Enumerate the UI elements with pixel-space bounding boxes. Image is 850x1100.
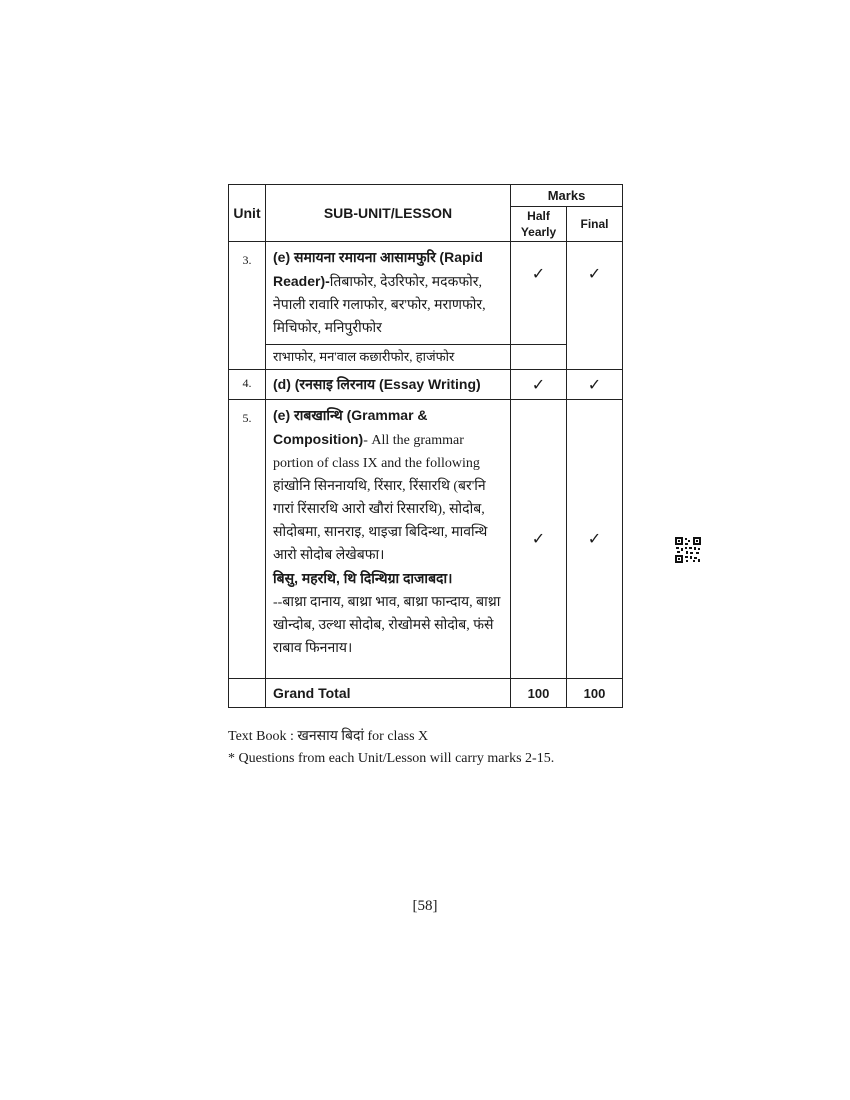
unit-number: 3. (229, 242, 266, 370)
marks-header: Marks (511, 185, 623, 207)
table-row-extra (229, 345, 623, 370)
final-check: ✓ (567, 400, 623, 679)
lesson-text-local-3: --बाथ्रा दानाय, बाथ्रा भाव, बाथ्रा फान्दाय, बाथ्रा खोन्दोब, उल्था सोदोब, रोखोमसे सोदोब, फंसे राबाव फिननाय। (273, 595, 501, 656)
text-book-note: Text Book : खनसाय बिदां for class X (228, 729, 429, 744)
final-check: ✓ (567, 370, 623, 400)
lesson-text-english: - All the grammar portion of class IX and the following (273, 433, 480, 471)
lesson-cell (266, 400, 511, 679)
unit-header: Unit (229, 185, 266, 242)
qr-code-icon (675, 537, 701, 563)
grand-total-row (229, 679, 623, 708)
lesson-title: (e) राबखान्थि (Grammar & Composition) (273, 407, 428, 447)
lesson-subtitle: (Rapid Reader)- (273, 249, 483, 289)
half-yearly-check: ✓ (511, 242, 567, 345)
grand-total-label: Grand Total (266, 679, 511, 708)
questions-note: * Questions from each Unit/Lesson will carry marks 2-15. (228, 751, 555, 766)
header-row (229, 185, 623, 207)
grand-total-half-yearly: 100 (511, 679, 567, 708)
lesson-text-local: हांखोनि सिननायथि, रिंसार, रिंसारथि (बर'नि गारां रिंसारथि आरो खौरां रिसारथि), सोदोब, सोदोबमा, सानराइ, थाइज्रा बिदिन्था, मावन्थि आरो सोदोब लेखेबफा। (273, 479, 488, 563)
empty-cell (511, 345, 567, 370)
page-number: [58] (412, 898, 438, 914)
unit-number: 5. (229, 400, 266, 679)
lesson-title: (d) (रनसाइ लिरनाय (Essay Writing) (266, 370, 511, 400)
table-row (229, 400, 623, 679)
lesson-title: (e) समायना रमायना आसामफुरि (273, 249, 436, 265)
lesson-extra: राभाफोर, मन'वाल कछारीफोर, हाजंफोर (266, 345, 511, 370)
table-row (229, 242, 623, 345)
half-yearly-check: ✓ (511, 400, 567, 679)
half-yearly-check: ✓ (511, 370, 567, 400)
syllabus-table (228, 184, 623, 708)
sub-unit-header: SUB-UNIT/LESSON (266, 185, 511, 242)
lesson-text: तिबाफोर, देउरिफोर, मदकफोर, नेपाली रावारि गलाफोर, बर'फोर, मराणफोर, मिचिफोर, मनिपुरीफोर (273, 275, 486, 336)
table-row (229, 370, 623, 400)
final-check: ✓ (567, 242, 623, 370)
final-header: Final (567, 207, 623, 242)
half-yearly-header: Half Yearly (511, 207, 567, 242)
lesson-text-local-2: बिसु, महरथि, थि दिन्थिग्रा दाजाबदा। (273, 570, 453, 586)
unit-number: 4. (229, 370, 266, 400)
empty-cell (229, 679, 266, 708)
lesson-cell (266, 242, 511, 345)
grand-total-final: 100 (567, 679, 623, 708)
